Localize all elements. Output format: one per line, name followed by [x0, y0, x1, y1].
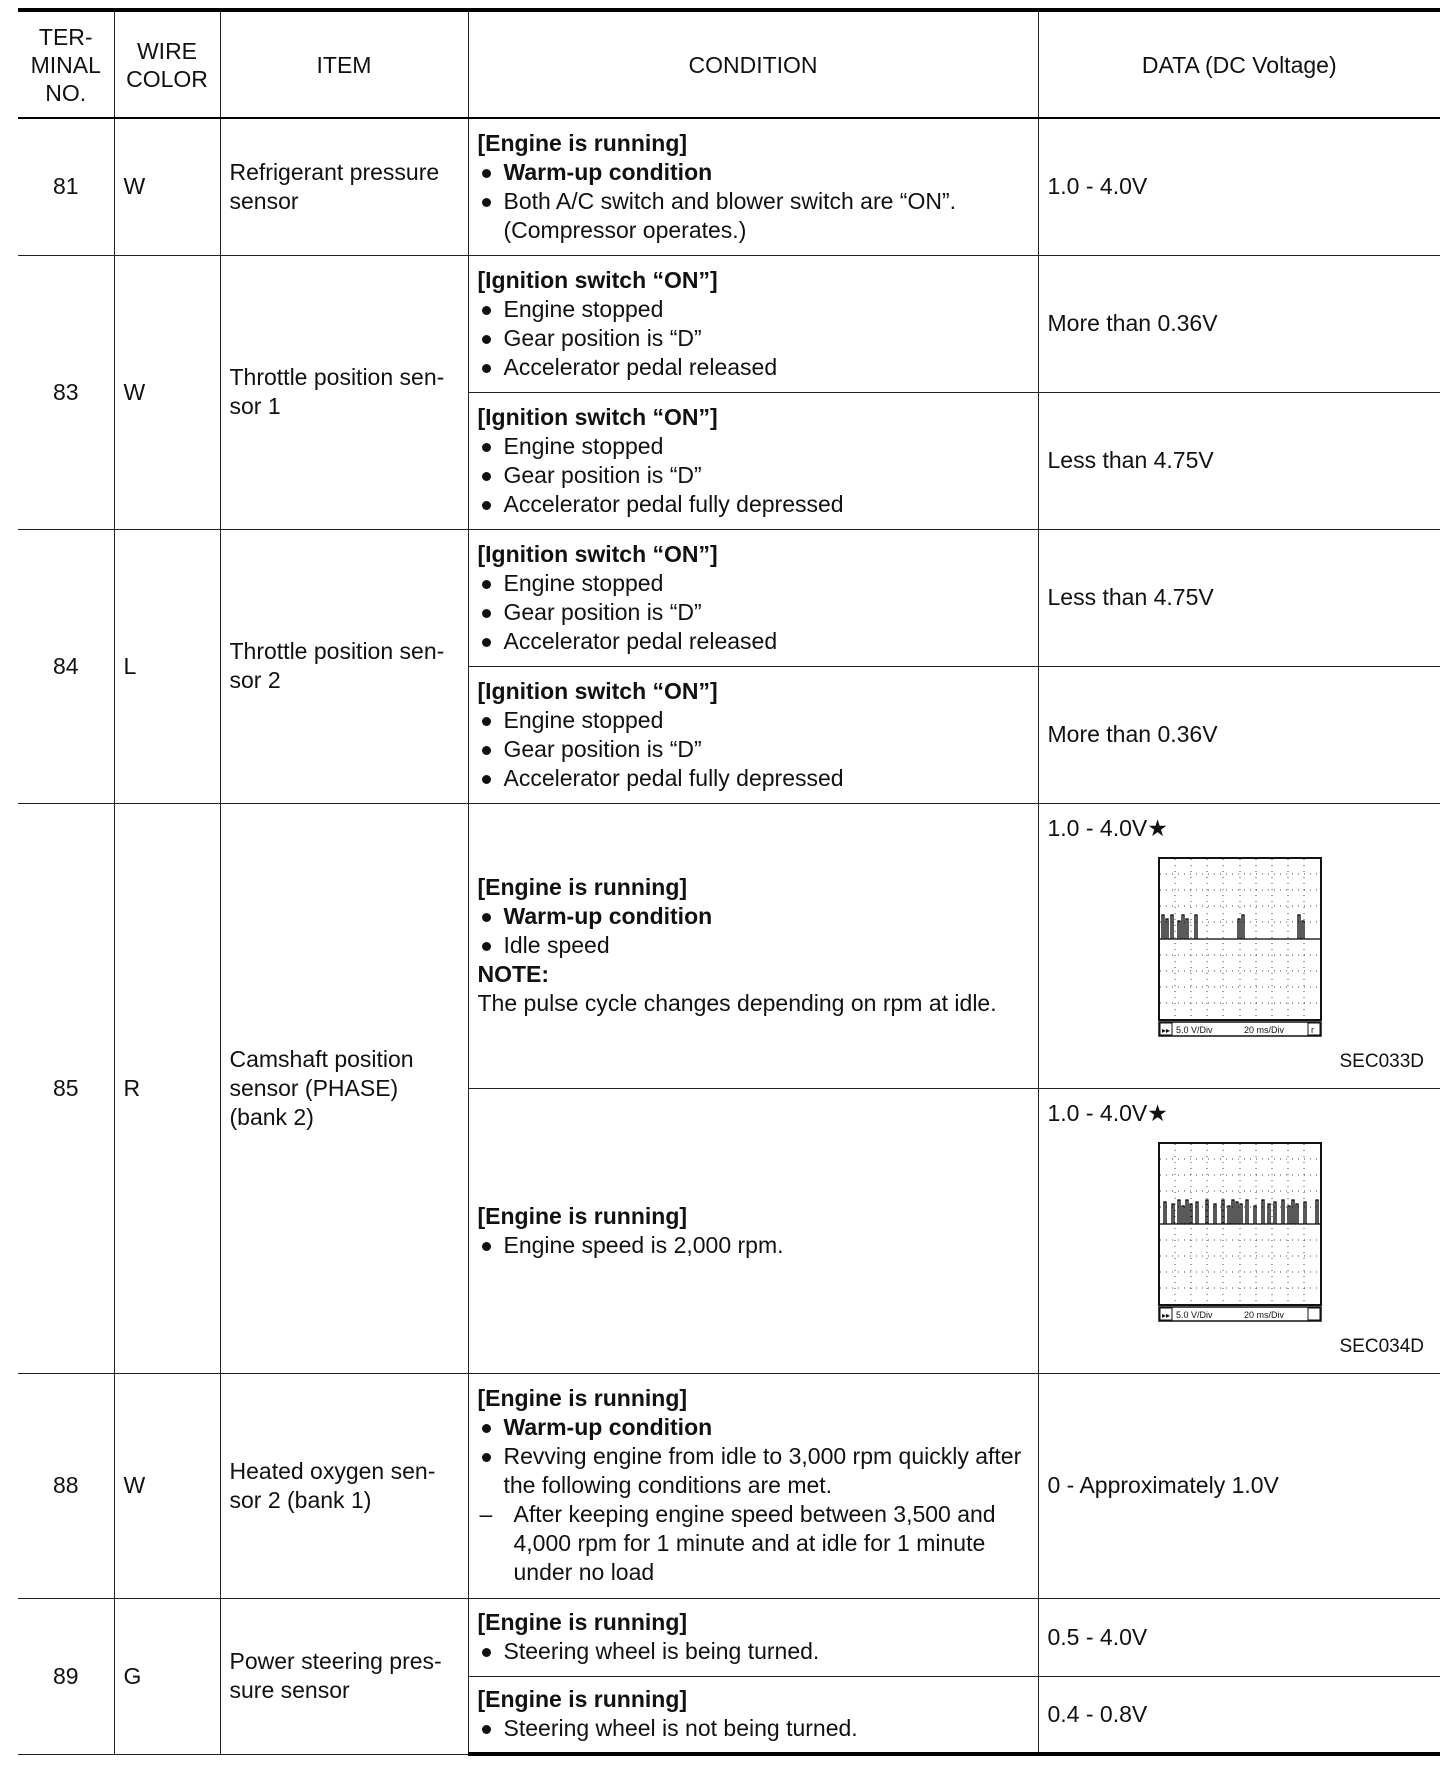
header-row [18, 10, 1440, 118]
scope-voltage-scale: 5.0 V/Div [1175, 1309, 1213, 1320]
condition-bullet: Warm-up condition [478, 1413, 1029, 1442]
terminal-number: 81 [18, 118, 114, 255]
table-row [18, 529, 1440, 666]
condition-cell [468, 529, 1038, 666]
condition-bullet: Gear position is “D” [478, 461, 1029, 490]
item-name: Refrigerant pressure sensor [220, 118, 468, 255]
item-name: Throttle position sen- sor 2 [220, 529, 468, 803]
condition-bullet: Engine speed is 2,000 rpm. [478, 1231, 1029, 1260]
data-value: 0 - Approximately 1.0V [1038, 1373, 1440, 1598]
header-item: ITEM [220, 10, 468, 118]
condition-bullet: Gear position is “D” [478, 735, 1029, 764]
condition-heading: [Engine is running] [477, 874, 688, 900]
condition-bullet: Engine stopped [478, 569, 1029, 598]
condition-cell [468, 392, 1038, 529]
oscilloscope-waveform-sec033d [1158, 857, 1322, 1039]
wire-color: G [114, 1598, 220, 1754]
condition-bullet: Engine stopped [478, 706, 1029, 735]
terminal-number: 89 [18, 1598, 114, 1754]
condition-bullet: Gear position is “D” [478, 598, 1029, 627]
data-value: 1.0 - 4.0V★ [1047, 1099, 1168, 1126]
condition-cell [468, 118, 1038, 255]
scope-time-scale: 20 ms/Div [1243, 1024, 1284, 1035]
table-row [18, 118, 1440, 255]
condition-note: (Compressor operates.) [503, 216, 747, 243]
data-value: More than 0.36V [1038, 666, 1440, 803]
figure-code: SEC034D [1339, 1335, 1424, 1357]
condition-bullet: Steering wheel is not being turned. [478, 1714, 1029, 1743]
note-label: NOTE: [477, 961, 550, 987]
terminal-number: 83 [18, 255, 114, 529]
table-row [18, 803, 1440, 1088]
data-value: 0.5 - 4.0V [1038, 1598, 1440, 1676]
condition-heading: [Engine is running] [477, 1686, 688, 1713]
condition-bullet: Engine stopped [478, 432, 1029, 461]
scope-time-scale: 20 ms/Div [1243, 1309, 1284, 1320]
condition-heading: [Engine is running] [477, 1385, 688, 1411]
condition-cell [468, 1676, 1038, 1754]
item-name: Power steering pres- sure sensor [220, 1598, 468, 1754]
condition-bullet: Steering wheel is being turned. [478, 1637, 1029, 1666]
table-row [18, 1373, 1440, 1598]
note-text: The pulse cycle changes depending on rpm at idle. [477, 990, 997, 1016]
condition-bullet: Accelerator pedal fully depressed [478, 490, 1029, 519]
wire-color: R [114, 803, 220, 1373]
scope-voltage-scale: 5.0 V/Div [1175, 1024, 1213, 1035]
scope-marker: r [1310, 1024, 1314, 1035]
condition-bullet: Warm-up condition [478, 902, 1029, 931]
data-cell-waveform [1038, 1088, 1440, 1373]
table-row [18, 255, 1440, 392]
condition-heading: [Ignition switch “ON”] [477, 677, 718, 704]
condition-bullet: Warm-up condition [478, 158, 1029, 187]
condition-cell [468, 1373, 1038, 1598]
condition-heading: [Engine is running] [477, 1609, 688, 1635]
condition-bullet: Accelerator pedal released [478, 627, 1029, 656]
data-value: Less than 4.75V [1038, 392, 1440, 529]
item-name: Heated oxygen sen- sor 2 (bank 1) [220, 1373, 468, 1598]
wire-color: W [114, 118, 220, 255]
terminal-number: 88 [18, 1373, 114, 1598]
condition-bullet: Revving engine from idle to 3,000 rpm quickly after the following conditions are met. [478, 1442, 1029, 1500]
wire-color: W [114, 1373, 220, 1598]
condition-cell [468, 255, 1038, 392]
condition-bullet: Accelerator pedal released [478, 353, 1029, 382]
condition-bullet: Engine stopped [478, 295, 1029, 324]
wire-color: L [114, 529, 220, 803]
condition-cell [468, 803, 1038, 1088]
wire-color: W [114, 255, 220, 529]
item-name: Throttle position sen- sor 1 [220, 255, 468, 529]
condition-cell [468, 1598, 1038, 1676]
scope-play-icon: ▸▸ [1161, 1025, 1170, 1035]
condition-heading: [Ignition switch “ON”] [477, 403, 718, 430]
header-wire-color: WIRE COLOR [114, 10, 220, 118]
condition-heading: [Ignition switch “ON”] [477, 540, 718, 567]
scope-play-icon: ▸▸ [1161, 1310, 1170, 1320]
terminal-number: 85 [18, 803, 114, 1373]
item-name: Camshaft position sensor (PHASE) (bank 2) [220, 803, 468, 1373]
data-value: 1.0 - 4.0V [1038, 118, 1440, 255]
condition-heading: [Ignition switch “ON”] [477, 266, 718, 293]
condition-bullet: Both A/C switch and blower switch are “ON”. [478, 187, 1029, 216]
header-terminal-no: TER- MINAL NO. [18, 10, 114, 118]
condition-dash-item: – After keeping engine speed between 3,500 and 4,000 rpm for 1 minute and at idle for 1 minute under no load [478, 1500, 1029, 1587]
figure-code: SEC033D [1339, 1050, 1424, 1072]
condition-bullet: Accelerator pedal fully depressed [478, 764, 1029, 793]
table-row [18, 1598, 1440, 1676]
data-value: 0.4 - 0.8V [1038, 1676, 1440, 1754]
header-condition: CONDITION [468, 10, 1038, 118]
header-data: DATA (DC Voltage) [1038, 10, 1440, 118]
data-value: Less than 4.75V [1038, 529, 1440, 666]
condition-heading: [Engine is running] [477, 1202, 688, 1229]
condition-bullet: Idle speed [478, 931, 1029, 960]
data-value: 1.0 - 4.0V★ [1047, 814, 1168, 841]
condition-cell [468, 666, 1038, 803]
data-value: More than 0.36V [1038, 255, 1440, 392]
condition-heading: [Engine is running] [477, 129, 688, 156]
oscilloscope-waveform-sec034d [1158, 1142, 1322, 1324]
data-cell-waveform [1038, 803, 1440, 1088]
terminal-number: 84 [18, 529, 114, 803]
terminal-data-table [18, 8, 1440, 1756]
condition-cell [468, 1088, 1038, 1373]
condition-bullet: Gear position is “D” [478, 324, 1029, 353]
